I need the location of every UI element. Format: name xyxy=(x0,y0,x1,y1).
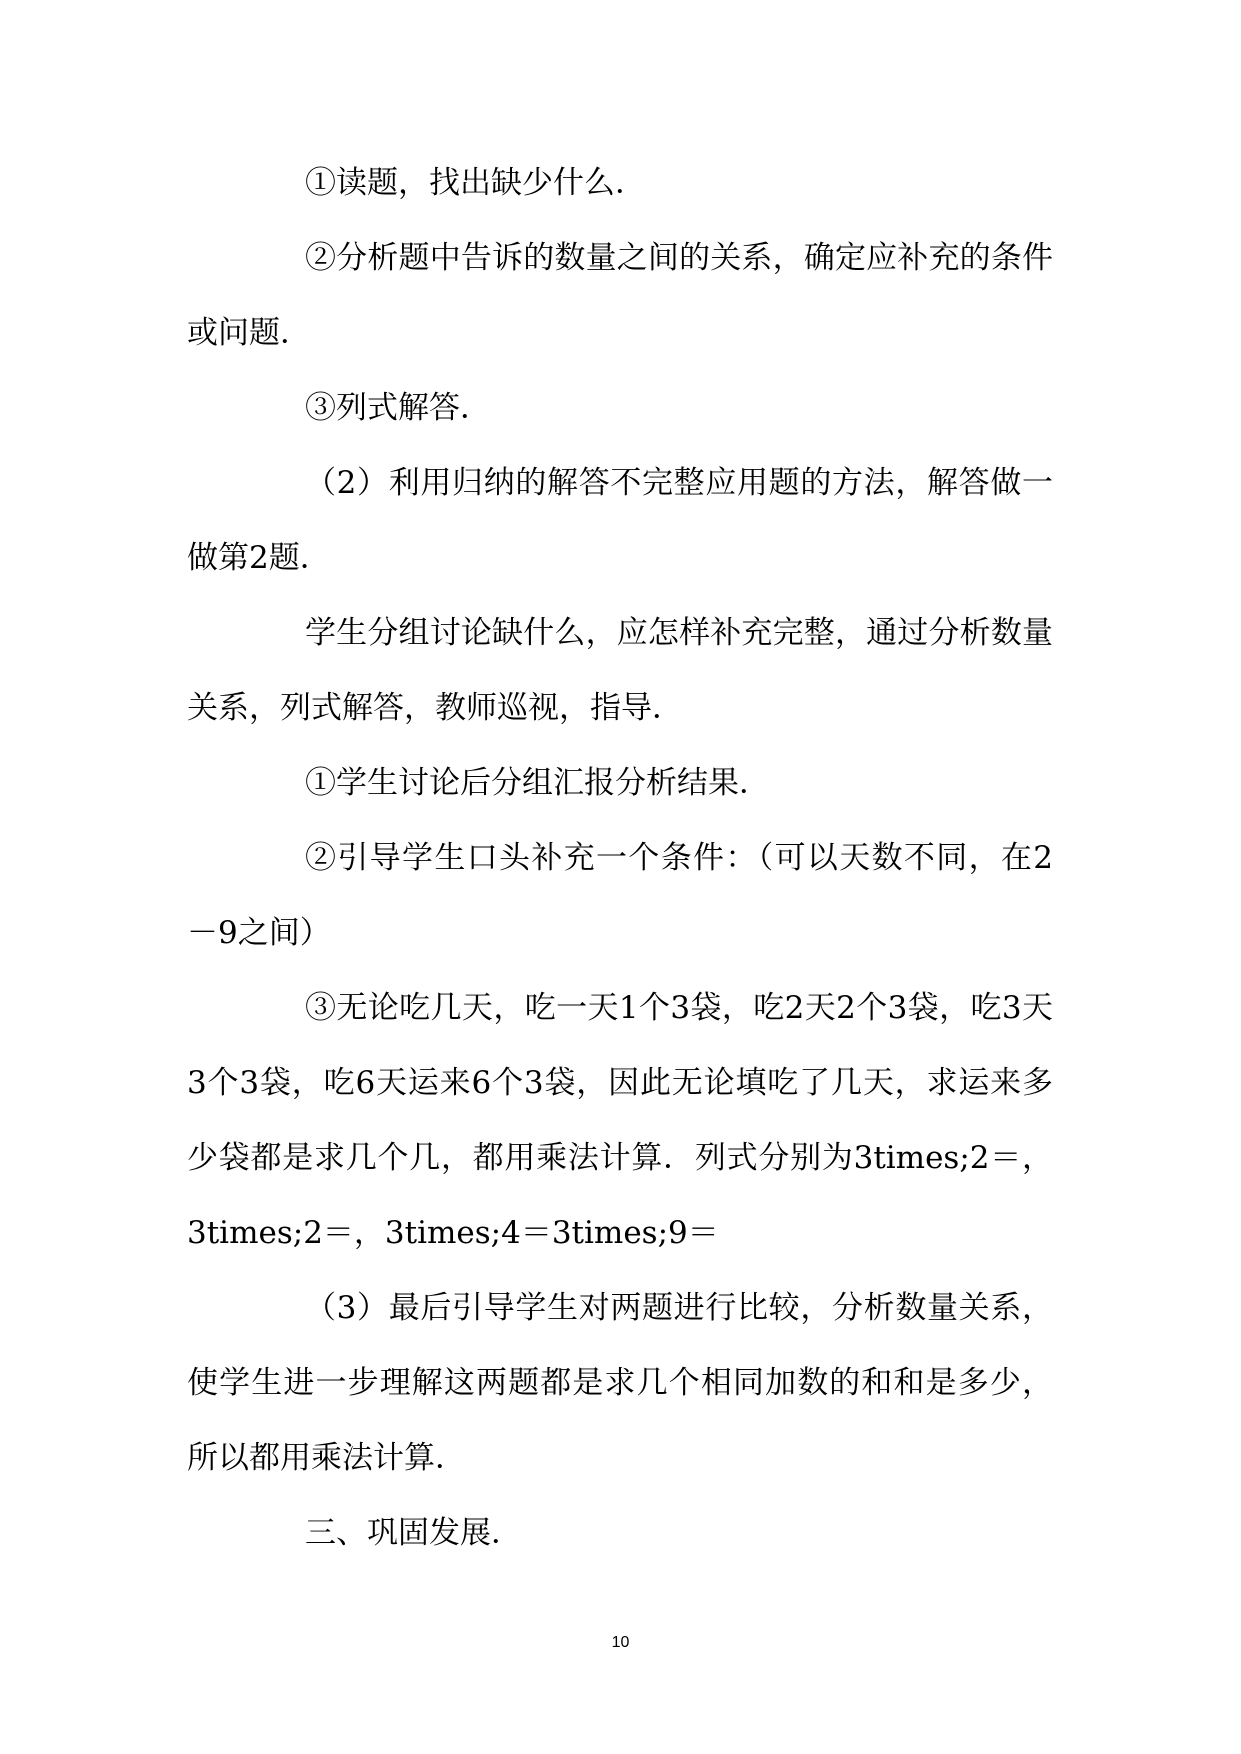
paragraph-3: ③列式解答． xyxy=(305,390,491,426)
paragraph-9: （3）最后引导学生对两题进行比较，分析数量关系，使学生进一步理解这两题都是求几个相同加数的和和是多少，所以都用乘法计算． xyxy=(187,1290,1053,1476)
paragraph-8: ③无论吃几天，吃一天1个3袋，吃2天2个3袋，吃3天3个3袋，吃6天运来6个3袋，因此无论填吃了几天，求运来多少袋都是求几个几，都用乘法计算．列式分别为3times;2＝，3times;2＝，3times;4＝3times;9＝ xyxy=(187,990,1053,1251)
paragraph-6: ①学生讨论后分组汇报分析结果． xyxy=(305,765,770,801)
paragraph-7: ②引导学生口头补充一个条件：（可以天数不同，在2－9之间） xyxy=(187,840,1053,951)
document-body xyxy=(187,146,1053,1571)
paragraph-10: 三、巩固发展． xyxy=(305,1515,522,1551)
page-number: 10 xyxy=(611,1634,630,1651)
paragraph-5: 学生分组讨论缺什么，应怎样补充完整，通过分析数量关系，列式解答，教师巡视，指导． xyxy=(187,615,1053,726)
paragraph-1: ①读题，找出缺少什么． xyxy=(305,165,646,201)
paragraph-2: ②分析题中告诉的数量之间的关系，确定应补充的条件或问题． xyxy=(187,240,1053,351)
paragraph-4: （2）利用归纳的解答不完整应用题的方法，解答做一做第2题． xyxy=(187,465,1053,576)
